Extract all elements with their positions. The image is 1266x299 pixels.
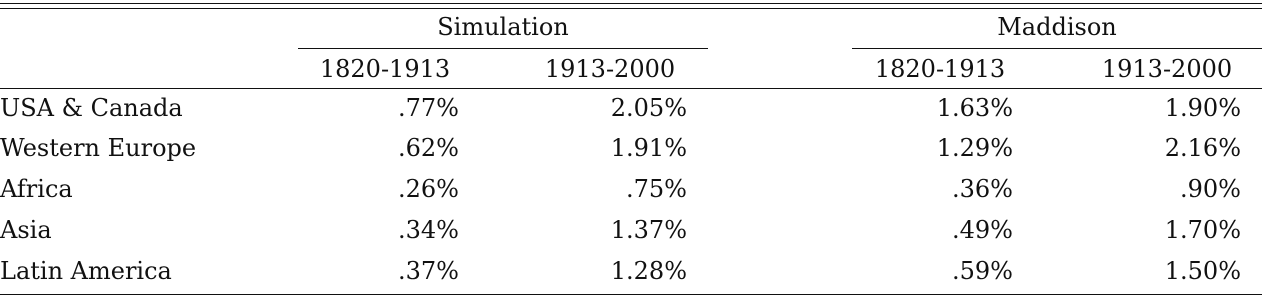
row-label-latin-america: Latin America	[0, 257, 172, 285]
row-label-africa: Africa	[0, 175, 73, 203]
maddison-1820-1913-value: .36%	[952, 175, 1013, 203]
simulation-1913-2000-value: 1.28%	[610, 257, 687, 285]
simulation-1820-1913-value: .34%	[398, 216, 459, 244]
simulation-1913-2000-value: .75%	[626, 175, 687, 203]
row-label-asia: Asia	[0, 216, 52, 244]
simulation-1913-2000-value: 1.37%	[610, 216, 687, 244]
maddison-1913-2000-value: 2.16%	[1164, 134, 1241, 162]
simulation-1820-1913-value: .26%	[398, 175, 459, 203]
bottom-rule	[0, 294, 1262, 295]
top-rule-inner	[0, 8, 1262, 9]
maddison-group-header: Maddison	[997, 13, 1117, 41]
row-label-western-europe: Western Europe	[0, 134, 197, 162]
maddison-1820-1913-value: .49%	[952, 216, 1013, 244]
maddison-group-rule	[852, 48, 1262, 49]
maddison-1820-1913-value: 1.29%	[936, 134, 1013, 162]
maddison-1913-2000-value: 1.90%	[1164, 94, 1241, 122]
maddison-1820-1913-value: .59%	[952, 257, 1013, 285]
simulation-1913-2000-value: 2.05%	[610, 94, 687, 122]
maddison-1820-1913-value: 1.63%	[936, 94, 1013, 122]
top-rule-outer	[0, 3, 1262, 4]
simulation-1820-1913-value: .62%	[398, 134, 459, 162]
maddison-period-1-header: 1820-1913	[874, 55, 1006, 83]
maddison-1913-2000-value: 1.70%	[1164, 216, 1241, 244]
simulation-group-header: Simulation	[437, 13, 569, 41]
maddison-1913-2000-value: .90%	[1180, 175, 1241, 203]
maddison-1913-2000-value: 1.50%	[1164, 257, 1241, 285]
simulation-1820-1913-value: .37%	[398, 257, 459, 285]
simulation-period-1-header: 1820-1913	[319, 55, 451, 83]
row-label-usa-canada: USA & Canada	[0, 94, 183, 122]
header-bottom-rule	[0, 88, 1262, 89]
maddison-period-2-header: 1913-2000	[1101, 55, 1233, 83]
simulation-group-rule	[298, 48, 708, 49]
simulation-1820-1913-value: .77%	[398, 94, 459, 122]
simulation-1913-2000-value: 1.91%	[610, 134, 687, 162]
simulation-period-2-header: 1913-2000	[544, 55, 676, 83]
